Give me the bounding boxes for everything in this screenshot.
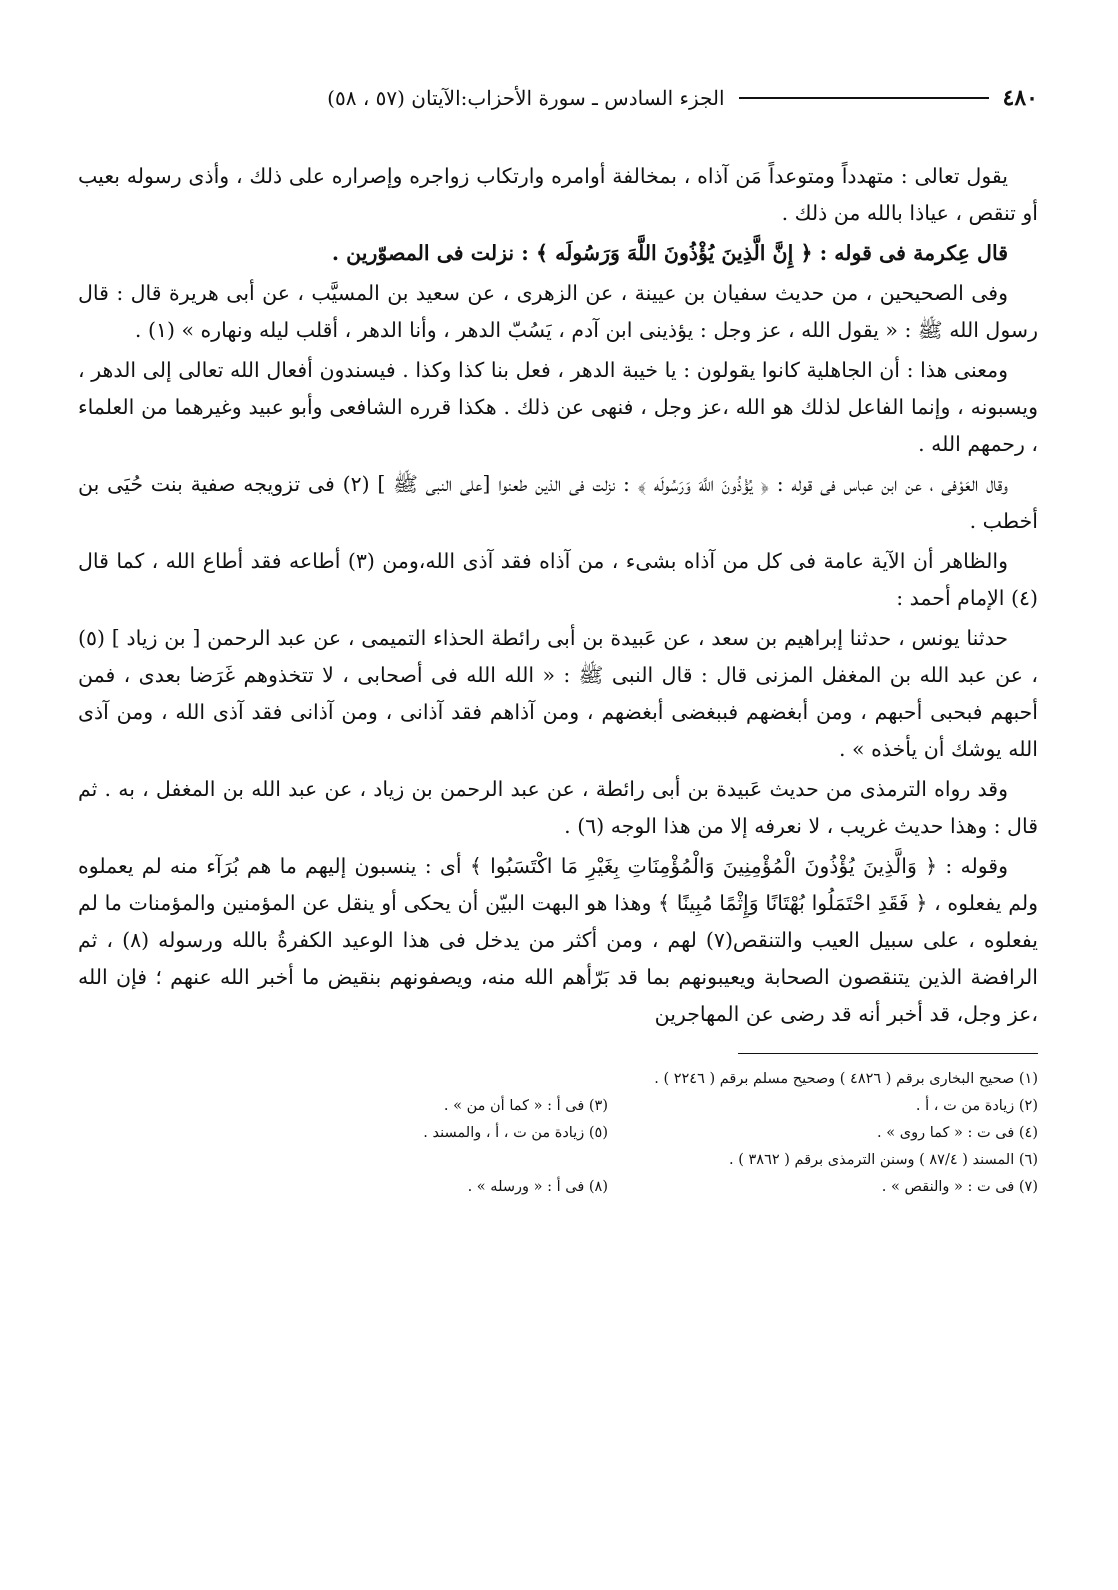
body-text: [78, 158, 1038, 1033]
paragraph: وقوله : ﴿ وَالَّذِينَ يُؤْذُونَ الْمُؤْمِنِينَ وَالْمُؤْمِنَاتِ بِغَيْرِ مَا اكْتَسَبُوا ﴾ أى : ينسبون إليهم ما هم بُرَآء منه لم يعملوه ولم يفعلوه ، ﴿ فَقَدِ احْتَمَلُوا بُهْتَانًا وَإِثْمًا مُبِينًا ﴾ وهذا هو البهت البيّن أن يحكى أو ينقل عن المؤمنين والمؤمنات ما لم يفعلوه ، على سبيل العيب والتنقص(٧) لهم ، ومن أكثر من يدخل فى هذا الوعيد الكفرةُ بالله ورسوله (٨) ، ثم الرافضة الذين يتنقصون الصحابة ويعيبونهم بما قد بَرّأهم الله منه، ويصفونهم بنقيض ما أخبر الله عنهم ؛ فإن الله ،عز وجل، قد أخبر أنه قد رضى عن المهاجرين: [78, 854, 1038, 1026]
footnote: (٣) فى أ : « كما أن من » .: [443, 1098, 608, 1114]
paragraph: والظاهر أن الآية عامة فى كل من آذاه بشىء ، من آذاه فقد آذى الله،ومن (٣) أطاعه فقد أطاع الله ، كما قال (٤) الإمام أحمد :: [78, 549, 1038, 610]
paragraph: وقال العَوْفى ، عن ابن عباس فى قوله : ﴿ يُؤْذُونَ اللَّهَ وَرَسُولَه ﴾ : نزلت فى الذين طعنوا [على النبى ﷺ ] (٢) فى تزويجه صفية بنت حُيَى بن أخطب .: [78, 472, 1038, 533]
page-number: ٤٨٠: [1002, 85, 1038, 111]
footnote-rule: [738, 1053, 1038, 1054]
paragraph: وقد رواه الترمذى من حديث عَبيدة بن أبى رائطة ، عن عبد الرحمن بن زياد ، عن عبد الله بن المغفل ، به . ثم قال : وهذا حديث غريب ، لا نعرفه إلا من هذا الوجه (٦) .: [78, 777, 1038, 838]
paragraph: حدثنا يونس ، حدثنا إبراهيم بن سعد ، عن عَبيدة بن أبى رائطة الحذاء التميمى ، عن عبد الرحمن [ بن زياد ] (٥) ، عن عبد الله بن المغفل المزنى قال : قال النبى ﷺ : « الله الله فى أصحابى ، لا تتخذوهم غَرَضا بعدى ، فمن أحبهم فبحبى أحبهم ، ومن أبغضهم فببغضى أبغضهم ، ومن آذاهم فقد آذانى ، ومن آذانى فقد آذى الله ، ومن آذى الله يوشك أن يأخذه » .: [78, 626, 1038, 761]
footnote: (٤) فى ت : « كما روى » .: [877, 1125, 1038, 1141]
footnote: (١) صحيح البخارى برقم ( ٤٨٢٦ ) وصحيح مسلم برقم ( ٢٢٤٦ ) .: [654, 1071, 1038, 1087]
footnote: (٢) زيادة من ت ، أ .: [915, 1098, 1038, 1114]
header-rule: [739, 97, 989, 99]
paragraph: ومعنى هذا : أن الجاهلية كانوا يقولون : يا خيبة الدهر ، فعل بنا كذا وكذا . فيسندون أفعال الله تعالى إلى الدهر ، ويسبونه ، وإنما الفاعل لذلك هو الله ،عز وجل ، فنهى عن ذلك . هكذا قرره الشافعى وأبو عبيد وغيرهما من العلماء ، رحمهم الله .: [78, 358, 1038, 456]
paragraph: وفى الصحيحين ، من حديث سفيان بن عيينة ، عن الزهرى ، عن سعيد بن المسيَّب ، عن أبى هريرة قال : قال رسول الله ﷺ : « يقول الله ، عز وجل : يؤذينى ابن آدم ، يَسُبّ الدهر ، وأنا الدهر ، أقلب ليله ونهاره » (١) .: [78, 281, 1038, 342]
page: [78, 78, 1038, 1201]
footnote: (٥) زيادة من ت ، أ ، والمسند .: [423, 1125, 608, 1141]
paragraph: قال عِكرمة فى قوله : ﴿ إِنَّ الَّذِينَ يُؤْذُونَ اللَّهَ وَرَسُولَه ﴾ : نزلت فى المصوّرين .: [331, 241, 1008, 265]
footnote: (٨) فى أ : « ورسله » .: [467, 1179, 608, 1195]
paragraph: يقول تعالى : متهدداً ومتوعداً مَن آذاه ، بمخالفة أوامره وارتكاب زواجره وإصراره على ذلك ، وأذى رسوله بعيب أو تنقص ، عياذا بالله من ذلك .: [78, 164, 1038, 225]
footnote: (٦) المسند ( ٨٧/٤ ) وسنن الترمذى برقم ( ٣٨٦٢ ) .: [729, 1152, 1038, 1168]
running-title: الجزء السادس ـ سورة الأحزاب:الآيتان (٥٧ ، ٥٨): [327, 86, 725, 110]
running-head: [78, 78, 1038, 118]
footnote: (٧) فى ت : « والنقص » .: [881, 1179, 1038, 1195]
footnotes: [78, 1066, 1038, 1201]
